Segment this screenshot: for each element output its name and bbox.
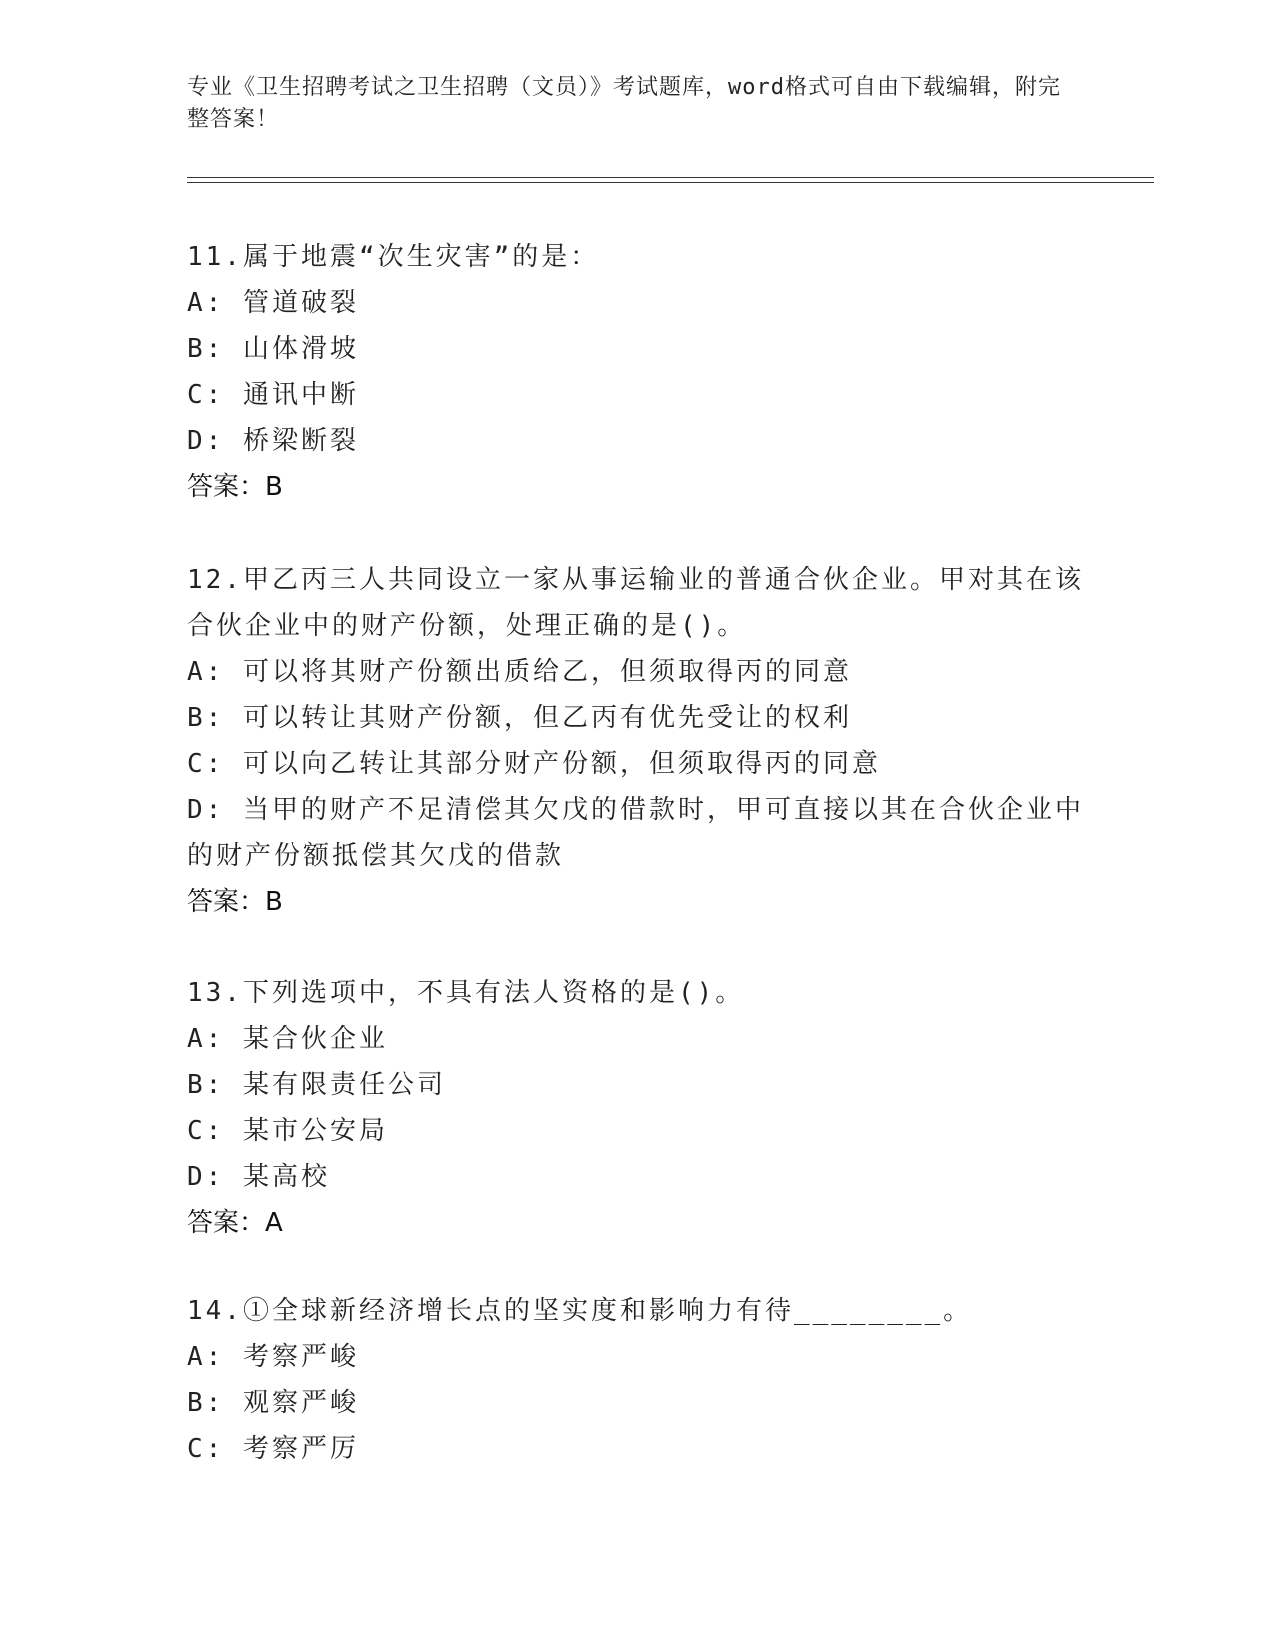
question-text: 11.属于地震“次生灾害”的是： bbox=[187, 242, 600, 272]
option-c: C: 某市公安局 bbox=[187, 1116, 388, 1146]
option-a: A: 考察严峻 bbox=[187, 1342, 359, 1372]
option-c: C: 通讯中断 bbox=[187, 380, 359, 410]
option-d: D: 某高校 bbox=[187, 1162, 330, 1192]
option-a: A: 某合伙企业 bbox=[187, 1024, 388, 1054]
question-13 bbox=[187, 970, 1087, 1246]
option-d: D: 当甲的财产不足清偿其欠戊的借款时，甲可直接以其在合伙企业中的财产份额抵偿其欠戊的借款 bbox=[187, 795, 1084, 871]
option-b: B: 可以转让其财产份额，但乙丙有优先受让的权利 bbox=[187, 703, 852, 733]
document-header: 专业《卫生招聘考试之卫生招聘（文员）》考试题库，word格式可自由下载编辑，附完整答案！ bbox=[187, 75, 1061, 132]
option-d: D: 桥梁断裂 bbox=[187, 426, 359, 456]
question-14 bbox=[187, 1288, 1087, 1472]
question-text: 13.下列选项中，不具有法人资格的是()。 bbox=[187, 978, 745, 1008]
option-c: C: 可以向乙转让其部分财产份额，但须取得丙的同意 bbox=[187, 749, 881, 779]
answer-text: 答案：B bbox=[187, 887, 283, 917]
option-a: A: 可以将其财产份额出质给乙，但须取得丙的同意 bbox=[187, 657, 852, 687]
question-12 bbox=[187, 557, 1087, 925]
option-b: B: 某有限责任公司 bbox=[187, 1070, 446, 1100]
option-c: C: 考察严厉 bbox=[187, 1434, 359, 1464]
question-text: 12.甲乙丙三人共同设立一家从事运输业的普通合伙企业。甲对其在该合伙企业中的财产份额，处理正确的是()。 bbox=[187, 565, 1084, 641]
answer-text: 答案：B bbox=[187, 472, 283, 502]
question-11 bbox=[187, 234, 1087, 510]
header-divider-bottom bbox=[187, 182, 1154, 183]
option-a: A: 管道破裂 bbox=[187, 288, 359, 318]
header-divider-top bbox=[187, 177, 1154, 178]
question-text: 14.①全球新经济增长点的坚实度和影响力有待________。 bbox=[187, 1296, 973, 1326]
option-b: B: 观察严峻 bbox=[187, 1388, 359, 1418]
answer-text: 答案：A bbox=[187, 1208, 283, 1238]
option-b: B: 山体滑坡 bbox=[187, 334, 359, 364]
